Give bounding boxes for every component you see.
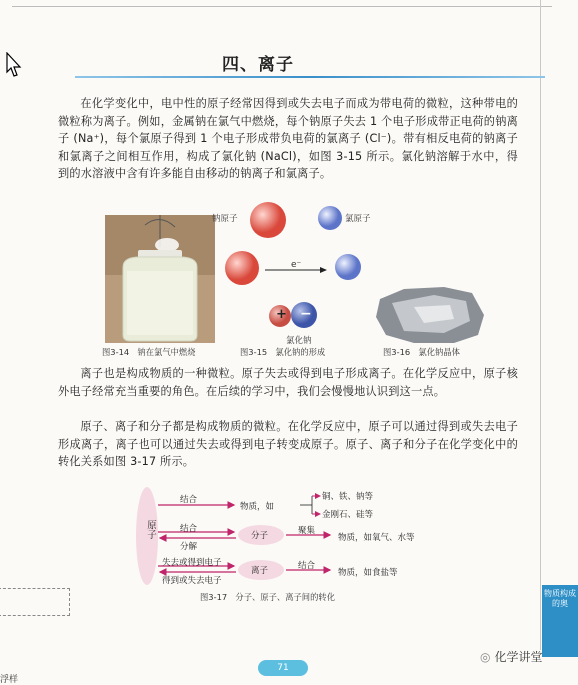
nacl-label: 氯化钠 — [286, 336, 312, 346]
metals-label: 铜、铁、钠等 — [322, 492, 374, 502]
minerals-label: 金刚石、硅等 — [322, 510, 374, 520]
decompose-label: 分解 — [180, 542, 198, 552]
wechat-watermark — [480, 648, 543, 665]
title-underline — [75, 76, 545, 78]
page-number: 71 — [258, 660, 308, 676]
minus-sign: − — [300, 306, 312, 322]
ion-node: 离子 — [251, 566, 269, 576]
aggregate-label: 聚集 — [298, 526, 316, 536]
paragraph-2: 离子也是构成物质的一种微粒。原子失去或得到电子形成离子。在化学反应中，原子核外电子经常充当重要的角色。在后续的学习中，我们会慢慢地认识到这一点。 — [58, 367, 518, 398]
fig17-caption: 图3-17 分子、原子、离子间的转化 — [200, 592, 335, 602]
section-title: 四、离子 — [222, 55, 294, 75]
chapter-side-tab: 物质构成的奥 — [542, 585, 578, 657]
atom-node: 原子 — [145, 520, 156, 539]
fig15-caption: 图3-15 氯化钠的形成 — [240, 347, 326, 357]
chlorine-atom-label: 氯原子 — [345, 214, 371, 224]
plus-sign: + — [276, 307, 287, 322]
sodium-burning-photo — [105, 215, 215, 343]
mouse-cursor-icon — [6, 52, 22, 78]
top-border — [12, 6, 552, 7]
lose-gain-label: 失去或得到电子 — [162, 558, 222, 568]
molecule-substances-label: 物质，如氧气、水等 — [338, 533, 415, 543]
salt-crystal-photo — [374, 285, 489, 345]
combine-label-2: 结合 — [180, 524, 198, 534]
combine-label-3: 结合 — [298, 561, 316, 571]
substance-label: 物质，如 — [240, 502, 275, 512]
ion-substances-label: 物质，如食盐等 — [338, 568, 398, 578]
fig16-caption: 图3-16 氯化钠晶体 — [383, 347, 460, 357]
paragraph-3: 原子、离子和分子都是构成物质的微粒。在化学反应中，原子可以通过得到或失去电子形成离子，离子也可以通过失去或得到电子转变成原子。原子、离子和分子在化学变化中的转化关系如图 3-17 所示。 — [58, 420, 518, 468]
wechat-icon: ◎ — [480, 650, 491, 664]
combine-label-1: 结合 — [180, 495, 198, 505]
dashed-note-box — [0, 588, 70, 616]
side-border — [540, 0, 541, 650]
fig14-caption: 图3-14 钠在氯气中燃烧 — [102, 347, 196, 357]
paragraph-1: 在化学变化中，电中性的原子经常因得到或失去电子而成为带电荷的微粒，这种带电的微粒称为离子。例如，金属钠在氯气中燃烧，每个钠原子失去 1 个电子形成带正电荷的钠离子 (Na⁺)，每个氯原子得到 1 个电子形成带负电荷的氯离子 (Cl⁻)。带有相反电荷的钠离子和氯离子之间相互作用，构成了氯化钠 (NaCl)，如图 3-15 所示。氯化钠溶解于水中，得到的水溶液中含有许多能自由移动的钠离子和氯离子。 — [58, 97, 518, 180]
electron-label: e⁻ — [291, 260, 302, 270]
corner-text: 浮样 — [0, 675, 19, 685]
sodium-atom-label: 钠原子 — [212, 214, 238, 224]
molecule-node: 分子 — [251, 531, 269, 541]
gain-lose-label: 得到或失去电子 — [162, 576, 222, 586]
watermark-text: 化学讲堂 — [494, 650, 543, 664]
